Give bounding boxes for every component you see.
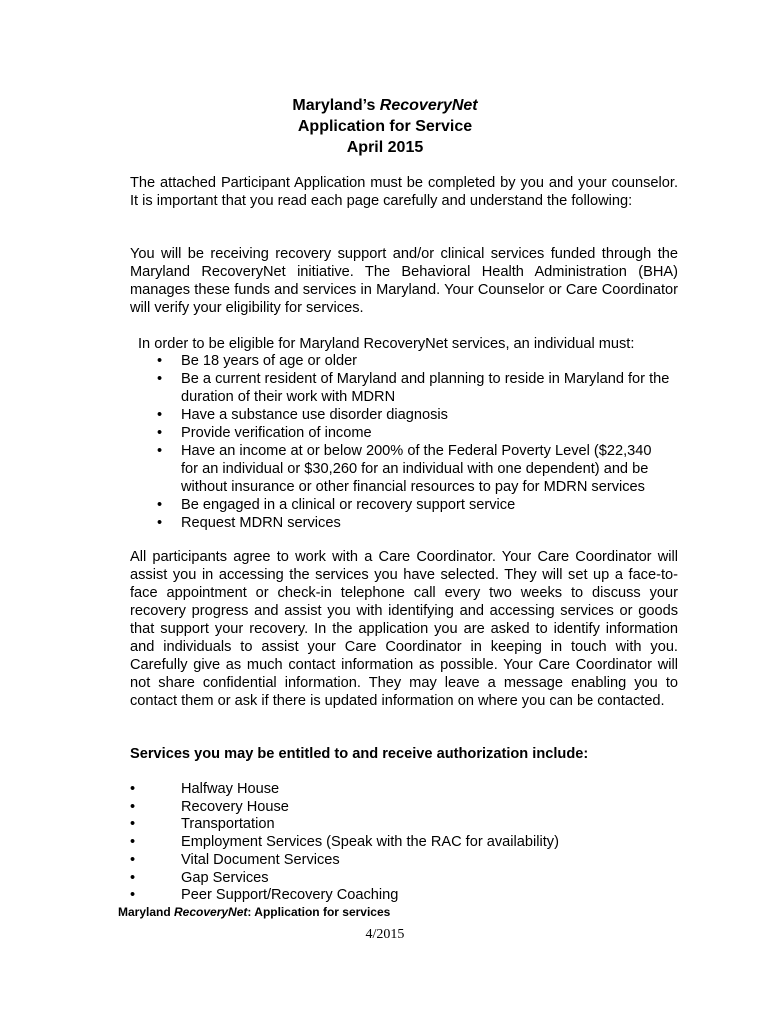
eligibility-item: • Be engaged in a clinical or recovery support service (157, 497, 516, 513)
eligibility-item: • Be a current resident of Maryland and planning to reside in Maryland for the duration of their work with MDRN (157, 371, 670, 405)
bullet-icon: • (130, 781, 136, 797)
coordinator-paragraph: All participants agree to work with a Care Coordinator. Your Care Coordinator will assist you in accessing the services you have selected. They will set up a face-to-face appointment or check-in telephone call every two weeks to discuss your recovery progress and assist you with identifying and accessing services or goods that support your recovery. In the application you are asked to identify information and individuals to assist your Care Coordinator in keeping in touch with you. Carefully give as much contact information as possible. Your Care Coordinator will not share confidential information. They may leave a message enabling you to contact them or ask if there is updated information on where you can be contacted. (130, 549, 678, 709)
bullet-icon: • (157, 425, 163, 441)
bullet-icon: • (157, 515, 163, 531)
services-heading: Services you may be entitled to and receive authorization include: (130, 746, 589, 762)
eligibility-item: • Have a substance use disorder diagnosis (157, 407, 448, 423)
eligibility-item: • Request MDRN services (157, 515, 341, 531)
document-date: April 2015 (346, 139, 424, 156)
bullet-icon: • (130, 798, 136, 815)
bullet-icon: • (130, 816, 136, 833)
bullet-icon: • (157, 443, 163, 459)
footer-title: Maryland RecoveryNet: Application for services (118, 905, 391, 919)
service-item: • Peer Support/Recovery Coaching (130, 887, 399, 904)
document-title-block (0, 95, 770, 158)
bullet-icon: • (157, 353, 163, 369)
eligibility-list (0, 352, 700, 532)
service-item: • Vital Document Services (130, 851, 340, 868)
bullet-icon: • (157, 497, 163, 513)
bullet-icon: • (130, 851, 136, 868)
service-item: • Halfway House (130, 781, 280, 797)
document-subtitle: Application for Service (297, 118, 473, 135)
bullet-icon: • (130, 869, 136, 886)
eligibility-item: • Have an income at or below 200% of the Federal Poverty Level ($22,340 for an individual or $30,260 for an individual with one dependent) and be without insurance or other financial resources to pay for MDRN services (157, 443, 652, 495)
footer-date: 4/2015 (365, 927, 405, 942)
bullet-icon: • (157, 371, 163, 387)
footer-brand: RecoveryNet (174, 905, 248, 919)
service-item: • Gap Services (130, 869, 269, 886)
funding-paragraph: You will be receiving recovery support and/or clinical services funded through the Maryland RecoveryNet initiative. The Behavioral Health Administration (BHA) manages these funds and services in Maryland. Your Counselor or Care Coordinator will verify your eligibility for services. (130, 246, 678, 316)
intro-paragraph: The attached Participant Application must be completed by you and your counselor. It is important that you read each page carefully and understand the following: (130, 175, 678, 209)
service-item: • Employment Services (Speak with the RAC for availability) (130, 834, 559, 851)
document-title (0, 95, 770, 116)
title-brand: RecoveryNet (379, 97, 478, 114)
eligibility-lead: In order to be eligible for Maryland RecoveryNet services, an individual must: (138, 336, 635, 352)
bullet-icon: • (157, 407, 163, 423)
services-list (0, 781, 700, 905)
eligibility-item: • Provide verification of income (157, 425, 372, 441)
service-item: • Recovery House (130, 798, 289, 815)
eligibility-item: • Be 18 years of age or older (157, 353, 358, 369)
bullet-icon: • (130, 887, 136, 904)
title-prefix: Maryland’s (292, 97, 380, 114)
bullet-icon: • (130, 834, 136, 851)
service-item: • Transportation (130, 816, 275, 833)
